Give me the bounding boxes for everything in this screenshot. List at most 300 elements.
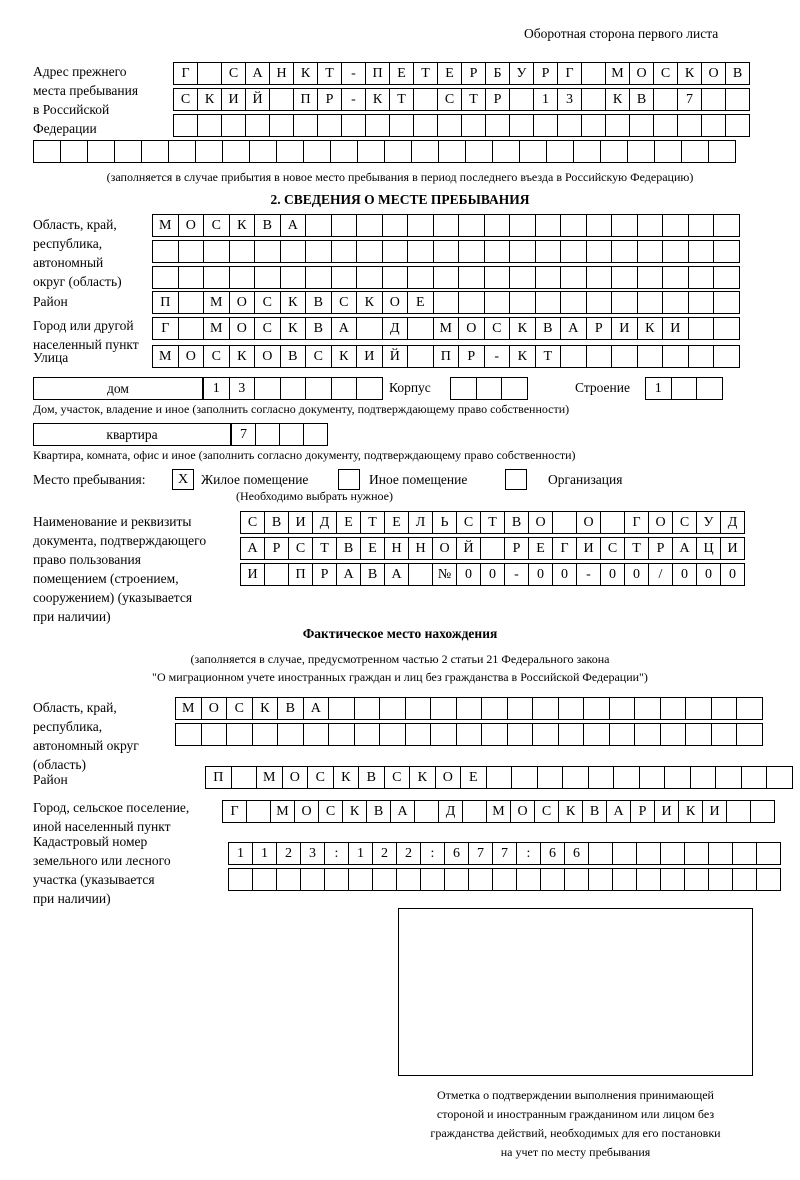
form-cell[interactable]: Р — [317, 88, 342, 111]
form-cell[interactable]: Й — [245, 88, 270, 111]
form-cell[interactable] — [627, 140, 655, 163]
form-cell[interactable] — [637, 214, 664, 237]
form-cell[interactable] — [382, 266, 409, 289]
form-cell[interactable] — [653, 114, 678, 137]
form-cell[interactable]: О — [229, 317, 256, 340]
form-cell[interactable]: Р — [533, 62, 558, 85]
form-cell[interactable] — [634, 697, 661, 720]
form-cell[interactable] — [458, 214, 485, 237]
form-cell[interactable] — [660, 697, 687, 720]
form-cell[interactable] — [328, 697, 355, 720]
form-cell[interactable]: С — [203, 345, 230, 368]
prev-address-row-1[interactable] — [173, 62, 749, 85]
form-cell[interactable]: П — [152, 291, 179, 314]
form-cell[interactable]: 7 — [231, 423, 256, 446]
form-cell[interactable]: С — [288, 537, 313, 560]
form-cell[interactable]: О — [432, 537, 457, 560]
form-cell[interactable]: 1 — [203, 377, 230, 400]
form-cell[interactable] — [246, 800, 271, 823]
form-cell[interactable] — [433, 240, 460, 263]
form-cell[interactable]: С — [240, 511, 265, 534]
form-cell[interactable] — [405, 697, 432, 720]
form-cell[interactable]: 7 — [677, 88, 702, 111]
form-cell[interactable] — [516, 868, 541, 891]
form-cell[interactable]: С — [653, 62, 678, 85]
form-cell[interactable] — [637, 240, 664, 263]
form-cell[interactable]: В — [360, 563, 385, 586]
form-cell[interactable] — [255, 423, 280, 446]
form-cell[interactable]: К — [333, 766, 360, 789]
form-cell[interactable] — [654, 140, 682, 163]
prev-address-row-4[interactable] — [33, 140, 735, 163]
form-cell[interactable]: 2 — [276, 842, 301, 865]
form-cell[interactable] — [509, 291, 536, 314]
form-cell[interactable] — [532, 697, 559, 720]
form-cell[interactable]: С — [221, 62, 246, 85]
form-cell[interactable] — [685, 723, 712, 746]
form-cell[interactable] — [458, 240, 485, 263]
form-cell[interactable] — [509, 88, 534, 111]
form-cell[interactable]: Е — [360, 537, 385, 560]
form-cell[interactable] — [305, 266, 332, 289]
form-cell[interactable]: : — [420, 842, 445, 865]
form-cell[interactable]: К — [409, 766, 436, 789]
form-cell[interactable] — [269, 114, 294, 137]
form-cell[interactable] — [560, 240, 587, 263]
form-cell[interactable]: С — [331, 291, 358, 314]
form-cell[interactable]: № — [432, 563, 457, 586]
form-cell[interactable]: И — [221, 88, 246, 111]
form-cell[interactable]: 3 — [557, 88, 582, 111]
form-cell[interactable] — [613, 766, 640, 789]
cadastre-row-1[interactable] — [228, 842, 780, 865]
form-cell[interactable] — [407, 266, 434, 289]
form-cell[interactable]: И — [662, 317, 689, 340]
form-cell[interactable]: Ц — [696, 537, 721, 560]
form-cell[interactable] — [276, 140, 304, 163]
form-cell[interactable] — [141, 140, 169, 163]
form-cell[interactable]: О — [201, 697, 228, 720]
form-cell[interactable]: С — [226, 697, 253, 720]
form-cell[interactable] — [437, 114, 462, 137]
form-cell[interactable]: А — [280, 214, 307, 237]
place-checkbox-organization[interactable] — [505, 469, 527, 490]
form-cell[interactable]: С — [318, 800, 343, 823]
form-cell[interactable] — [713, 291, 740, 314]
form-cell[interactable] — [612, 868, 637, 891]
form-cell[interactable] — [639, 766, 666, 789]
form-cell[interactable] — [254, 377, 281, 400]
form-cell[interactable] — [152, 240, 179, 263]
form-cell[interactable] — [690, 766, 717, 789]
form-cell[interactable]: Д — [312, 511, 337, 534]
form-cell[interactable]: М — [175, 697, 202, 720]
form-cell[interactable]: 1 — [228, 842, 253, 865]
form-cell[interactable] — [726, 800, 751, 823]
form-cell[interactable] — [231, 766, 258, 789]
form-cell[interactable] — [354, 723, 381, 746]
form-cell[interactable]: Е — [528, 537, 553, 560]
form-cell[interactable] — [152, 266, 179, 289]
form-cell[interactable] — [537, 766, 564, 789]
form-cell[interactable] — [696, 377, 723, 400]
form-cell[interactable] — [766, 766, 793, 789]
doc-row-3[interactable] — [240, 563, 744, 586]
form-cell[interactable]: М — [256, 766, 283, 789]
form-cell[interactable] — [701, 88, 726, 111]
form-cell[interactable]: К — [342, 800, 367, 823]
form-cell[interactable] — [456, 723, 483, 746]
form-cell[interactable] — [280, 240, 307, 263]
form-cell[interactable] — [688, 240, 715, 263]
form-cell[interactable] — [492, 868, 517, 891]
form-cell[interactable]: С — [254, 291, 281, 314]
form-cell[interactable] — [178, 240, 205, 263]
form-cell[interactable] — [228, 868, 253, 891]
form-cell[interactable] — [476, 377, 503, 400]
form-cell[interactable] — [407, 345, 434, 368]
form-cell[interactable]: К — [509, 345, 536, 368]
form-cell[interactable] — [331, 266, 358, 289]
form-cell[interactable]: А — [336, 563, 361, 586]
form-cell[interactable]: О — [701, 62, 726, 85]
form-cell[interactable]: П — [288, 563, 313, 586]
form-cell[interactable] — [341, 114, 366, 137]
form-cell[interactable]: Р — [458, 345, 485, 368]
form-cell[interactable]: О — [229, 291, 256, 314]
form-cell[interactable]: Т — [389, 88, 414, 111]
form-cell[interactable] — [175, 723, 202, 746]
form-cell[interactable]: 1 — [348, 842, 373, 865]
cadastre-row-2[interactable] — [228, 868, 780, 891]
form-cell[interactable] — [588, 868, 613, 891]
form-cell[interactable] — [581, 88, 606, 111]
form-cell[interactable]: И — [240, 563, 265, 586]
form-cell[interactable] — [480, 537, 505, 560]
form-cell[interactable] — [660, 723, 687, 746]
form-cell[interactable] — [685, 697, 712, 720]
form-cell[interactable]: К — [280, 317, 307, 340]
form-cell[interactable] — [408, 563, 433, 586]
form-cell[interactable] — [430, 723, 457, 746]
form-cell[interactable] — [535, 240, 562, 263]
city-row[interactable] — [152, 317, 739, 340]
form-cell[interactable]: У — [696, 511, 721, 534]
form-cell[interactable] — [356, 317, 383, 340]
form-cell[interactable] — [511, 766, 538, 789]
form-cell[interactable] — [609, 697, 636, 720]
form-cell[interactable] — [413, 114, 438, 137]
form-cell[interactable] — [671, 377, 698, 400]
form-cell[interactable]: К — [637, 317, 664, 340]
form-cell[interactable] — [458, 291, 485, 314]
form-cell[interactable] — [229, 240, 256, 263]
form-cell[interactable]: 1 — [533, 88, 558, 111]
form-cell[interactable] — [407, 214, 434, 237]
form-cell[interactable] — [507, 697, 534, 720]
form-cell[interactable] — [280, 377, 307, 400]
form-cell[interactable] — [389, 114, 414, 137]
form-cell[interactable]: Р — [630, 800, 655, 823]
form-cell[interactable] — [331, 240, 358, 263]
form-cell[interactable]: - — [341, 62, 366, 85]
form-cell[interactable] — [203, 266, 230, 289]
form-cell[interactable] — [708, 140, 736, 163]
form-cell[interactable] — [269, 88, 294, 111]
form-cell[interactable]: А — [560, 317, 587, 340]
form-cell[interactable] — [509, 266, 536, 289]
form-cell[interactable]: Т — [360, 511, 385, 534]
form-cell[interactable] — [611, 345, 638, 368]
form-cell[interactable]: У — [509, 62, 534, 85]
form-cell[interactable]: Р — [648, 537, 673, 560]
form-cell[interactable] — [586, 214, 613, 237]
stroenie-cells[interactable] — [645, 377, 722, 400]
form-cell[interactable] — [611, 291, 638, 314]
form-cell[interactable] — [732, 842, 757, 865]
form-cell[interactable]: М — [433, 317, 460, 340]
form-cell[interactable]: 1 — [645, 377, 672, 400]
form-cell[interactable]: 0 — [456, 563, 481, 586]
form-cell[interactable]: - — [576, 563, 601, 586]
form-cell[interactable] — [114, 140, 142, 163]
form-cell[interactable]: Т — [624, 537, 649, 560]
form-cell[interactable]: А — [672, 537, 697, 560]
form-cell[interactable]: 6 — [444, 842, 469, 865]
form-cell[interactable] — [305, 377, 332, 400]
form-cell[interactable] — [637, 291, 664, 314]
form-cell[interactable] — [245, 114, 270, 137]
form-cell[interactable] — [444, 868, 469, 891]
form-cell[interactable] — [711, 697, 738, 720]
form-cell[interactable] — [586, 240, 613, 263]
form-cell[interactable] — [450, 377, 477, 400]
form-cell[interactable]: Е — [384, 511, 409, 534]
form-cell[interactable]: - — [341, 88, 366, 111]
form-cell[interactable] — [586, 266, 613, 289]
form-cell[interactable] — [356, 240, 383, 263]
form-cell[interactable]: П — [205, 766, 232, 789]
form-cell[interactable]: 6 — [540, 842, 565, 865]
form-cell[interactable]: Р — [264, 537, 289, 560]
form-cell[interactable] — [465, 140, 493, 163]
actual-district-row[interactable] — [205, 766, 792, 789]
form-cell[interactable] — [609, 723, 636, 746]
form-cell[interactable] — [573, 140, 601, 163]
form-cell[interactable]: И — [654, 800, 679, 823]
form-cell[interactable] — [197, 114, 222, 137]
form-cell[interactable] — [552, 511, 577, 534]
form-cell[interactable] — [588, 842, 613, 865]
form-cell[interactable]: М — [486, 800, 511, 823]
form-cell[interactable] — [331, 214, 358, 237]
form-cell[interactable] — [303, 140, 331, 163]
form-cell[interactable]: К — [197, 88, 222, 111]
form-cell[interactable] — [653, 88, 678, 111]
form-cell[interactable]: Е — [336, 511, 361, 534]
form-cell[interactable]: В — [305, 291, 332, 314]
form-cell[interactable] — [662, 240, 689, 263]
actual-city-row[interactable] — [222, 800, 774, 823]
form-cell[interactable]: Е — [407, 291, 434, 314]
form-cell[interactable] — [558, 697, 585, 720]
form-cell[interactable]: Д — [720, 511, 745, 534]
doc-row-1[interactable] — [240, 511, 744, 534]
form-cell[interactable] — [688, 345, 715, 368]
form-cell[interactable] — [684, 842, 709, 865]
form-cell[interactable] — [60, 140, 88, 163]
form-cell[interactable]: Т — [480, 511, 505, 534]
form-cell[interactable] — [407, 317, 434, 340]
form-cell[interactable] — [725, 114, 750, 137]
form-cell[interactable]: О — [178, 345, 205, 368]
form-cell[interactable] — [557, 114, 582, 137]
form-cell[interactable] — [708, 842, 733, 865]
form-cell[interactable] — [468, 868, 493, 891]
form-cell[interactable]: Й — [382, 345, 409, 368]
form-cell[interactable]: П — [293, 88, 318, 111]
form-cell[interactable]: К — [677, 62, 702, 85]
doc-row-2[interactable] — [240, 537, 744, 560]
form-cell[interactable] — [664, 766, 691, 789]
form-cell[interactable] — [197, 62, 222, 85]
form-cell[interactable] — [433, 266, 460, 289]
form-cell[interactable]: Т — [461, 88, 486, 111]
form-cell[interactable] — [637, 345, 664, 368]
form-cell[interactable]: В — [277, 697, 304, 720]
form-cell[interactable]: А — [303, 697, 330, 720]
form-cell[interactable]: Б — [485, 62, 510, 85]
form-cell[interactable]: 2 — [372, 842, 397, 865]
form-cell[interactable]: О — [254, 345, 281, 368]
form-cell[interactable]: Р — [312, 563, 337, 586]
form-cell[interactable]: С — [484, 317, 511, 340]
form-cell[interactable] — [492, 140, 520, 163]
form-cell[interactable]: П — [433, 345, 460, 368]
prev-address-row-3[interactable] — [173, 114, 749, 137]
form-cell[interactable] — [365, 114, 390, 137]
flat-cells[interactable] — [231, 423, 327, 446]
form-cell[interactable] — [586, 291, 613, 314]
form-cell[interactable] — [456, 697, 483, 720]
form-cell[interactable]: О — [458, 317, 485, 340]
form-cell[interactable] — [462, 800, 487, 823]
actual-region-row-1[interactable] — [175, 697, 762, 720]
form-cell[interactable] — [611, 266, 638, 289]
form-cell[interactable]: М — [203, 317, 230, 340]
form-cell[interactable] — [484, 266, 511, 289]
form-cell[interactable]: Т — [413, 62, 438, 85]
form-cell[interactable]: А — [331, 317, 358, 340]
form-cell[interactable] — [222, 140, 250, 163]
form-cell[interactable] — [756, 842, 781, 865]
form-cell[interactable]: И — [720, 537, 745, 560]
form-cell[interactable]: М — [605, 62, 630, 85]
form-cell[interactable] — [600, 140, 628, 163]
form-cell[interactable] — [305, 240, 332, 263]
form-cell[interactable]: В — [305, 317, 332, 340]
form-cell[interactable] — [611, 240, 638, 263]
form-cell[interactable] — [677, 114, 702, 137]
form-cell[interactable] — [277, 723, 304, 746]
form-cell[interactable] — [305, 214, 332, 237]
form-cell[interactable]: М — [270, 800, 295, 823]
form-cell[interactable]: : — [516, 842, 541, 865]
form-cell[interactable]: Г — [624, 511, 649, 534]
form-cell[interactable] — [226, 723, 253, 746]
form-cell[interactable]: А — [245, 62, 270, 85]
form-cell[interactable] — [713, 240, 740, 263]
form-cell[interactable] — [357, 140, 385, 163]
form-cell[interactable]: С — [305, 345, 332, 368]
form-cell[interactable] — [612, 842, 637, 865]
form-cell[interactable] — [382, 214, 409, 237]
form-cell[interactable]: Е — [389, 62, 414, 85]
form-cell[interactable] — [688, 291, 715, 314]
form-cell[interactable] — [711, 723, 738, 746]
stamp-box[interactable] — [398, 908, 753, 1076]
form-cell[interactable] — [713, 317, 740, 340]
korpus-cells[interactable] — [450, 377, 527, 400]
form-cell[interactable]: О — [282, 766, 309, 789]
form-cell[interactable] — [303, 723, 330, 746]
form-cell[interactable] — [741, 766, 768, 789]
form-cell[interactable]: В — [358, 766, 385, 789]
place-checkbox-residential[interactable]: X — [172, 469, 194, 490]
form-cell[interactable] — [560, 266, 587, 289]
form-cell[interactable]: М — [203, 291, 230, 314]
form-cell[interactable]: О — [510, 800, 535, 823]
form-cell[interactable]: Д — [438, 800, 463, 823]
form-cell[interactable]: : — [324, 842, 349, 865]
actual-region-row-2[interactable] — [175, 723, 762, 746]
form-cell[interactable] — [484, 291, 511, 314]
form-cell[interactable]: 0 — [720, 563, 745, 586]
form-cell[interactable] — [660, 842, 685, 865]
form-cell[interactable]: С — [600, 537, 625, 560]
form-cell[interactable] — [372, 868, 397, 891]
form-cell[interactable] — [293, 114, 318, 137]
form-cell[interactable]: Н — [408, 537, 433, 560]
form-cell[interactable]: - — [484, 345, 511, 368]
form-cell[interactable] — [486, 766, 513, 789]
street-row[interactable] — [152, 345, 739, 368]
form-cell[interactable] — [562, 766, 589, 789]
form-cell[interactable]: П — [365, 62, 390, 85]
form-cell[interactable]: 0 — [552, 563, 577, 586]
form-cell[interactable] — [413, 88, 438, 111]
form-cell[interactable]: Г — [222, 800, 247, 823]
form-cell[interactable]: 0 — [600, 563, 625, 586]
form-cell[interactable]: К — [252, 697, 279, 720]
form-cell[interactable]: О — [382, 291, 409, 314]
form-cell[interactable] — [356, 377, 383, 400]
form-cell[interactable] — [736, 723, 763, 746]
form-cell[interactable] — [382, 240, 409, 263]
district-row[interactable] — [152, 291, 739, 314]
form-cell[interactable] — [558, 723, 585, 746]
form-cell[interactable] — [87, 140, 115, 163]
form-cell[interactable]: С — [203, 214, 230, 237]
form-cell[interactable] — [276, 868, 301, 891]
form-cell[interactable] — [688, 214, 715, 237]
form-cell[interactable]: К — [331, 345, 358, 368]
form-cell[interactable] — [681, 140, 709, 163]
form-cell[interactable]: С — [456, 511, 481, 534]
region-row-1[interactable] — [152, 214, 739, 237]
form-cell[interactable] — [330, 140, 358, 163]
form-cell[interactable]: В — [504, 511, 529, 534]
